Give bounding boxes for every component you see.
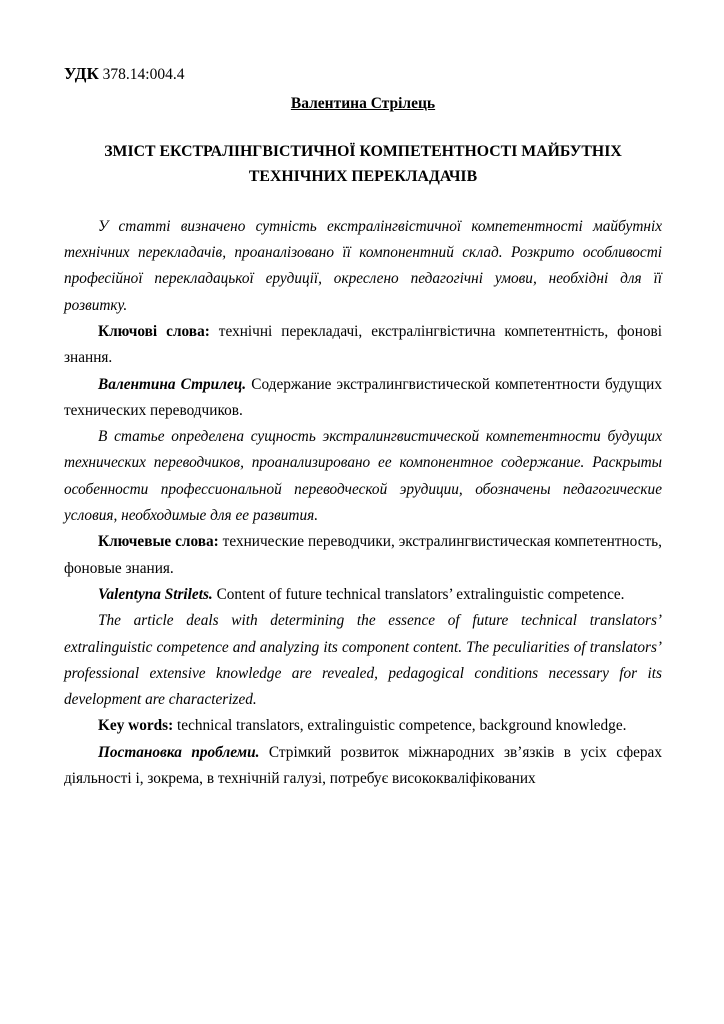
keywords-uk-text: технічні перекладачі, екстралінгвістична компетентність, фонові знання. bbox=[64, 322, 663, 367]
abstract-ru: В статье определена сущность экстралингвистической компетентности будущих технических переводчиков, проанализировано ее компонентное содержание. Раскрыты особенности профессиональной переводческой эрудиции, обозначены педагогические условия, необходимые для ее развития. bbox=[64, 428, 662, 525]
keywords-en bbox=[64, 713, 662, 739]
title-ru: Содержание экстралингвистической компетентности будущих технических переводчиков. bbox=[64, 375, 662, 419]
udk-value: 378.14:004.4 bbox=[102, 66, 185, 83]
author-name-en: Valentyna Strilets. bbox=[98, 585, 213, 603]
author-title-ru bbox=[64, 372, 662, 425]
abstract-uk: У статті визначено сутність екстралінгвістичної компетентності майбутніх технічних перекладачів, проаналізовано її компонентний склад. Розкрито особливості професійної перекладацької ерудиції, окреслено педагогічні умови, необхідні для її розвитку. bbox=[64, 217, 662, 314]
keywords-ru-text: технические переводчики, экстралингвистическая компетентность, фоновые знания. bbox=[64, 533, 662, 577]
keywords-ru-label: Ключевые слова: bbox=[98, 533, 219, 551]
keywords-uk bbox=[64, 319, 662, 372]
author-title-en bbox=[64, 582, 662, 608]
udk-line bbox=[64, 64, 662, 85]
keywords-uk-label: Ключові слова: bbox=[98, 322, 210, 340]
page-title-line-2: ТЕХНІЧНИХ ПЕРЕКЛАДАЧІВ bbox=[248, 168, 478, 186]
section-problem-statement bbox=[64, 740, 662, 793]
section-heading: Постановка проблеми. bbox=[98, 743, 260, 761]
keywords-ru bbox=[64, 529, 662, 582]
section-text: Стрімкий розвиток міжнародних зв’язків в усіх сферах діяльності і, зокрема, в технічній галузі, потребує висококваліфікованих bbox=[64, 743, 662, 787]
abstract-en: The article deals with determining the essence of future technical translators’ extralinguistic competence and analyzing its component content. The peculiarities of translators’ professional extensive knowledge are revealed, pedagogical conditions necessary for its development are characterized. bbox=[64, 612, 662, 709]
page-title bbox=[64, 139, 662, 190]
author-name-ru: Валентина Стрилец. bbox=[98, 375, 247, 393]
page-title-line-1: ЗМІСТ ЕКСТРАЛІНГВІСТИЧНОЇ КОМПЕТЕНТНОСТІ МАЙБУТНІХ bbox=[104, 142, 622, 160]
title-en: Content of future technical translators’ extralinguistic competence. bbox=[216, 585, 625, 603]
keywords-en-text: technical translators, extralinguistic competence, background knowledge. bbox=[177, 717, 627, 735]
author-name-uk: Валентина Стрілець bbox=[290, 94, 436, 112]
udk-label: УДК bbox=[64, 64, 99, 83]
keywords-en-label: Key words: bbox=[98, 717, 174, 735]
